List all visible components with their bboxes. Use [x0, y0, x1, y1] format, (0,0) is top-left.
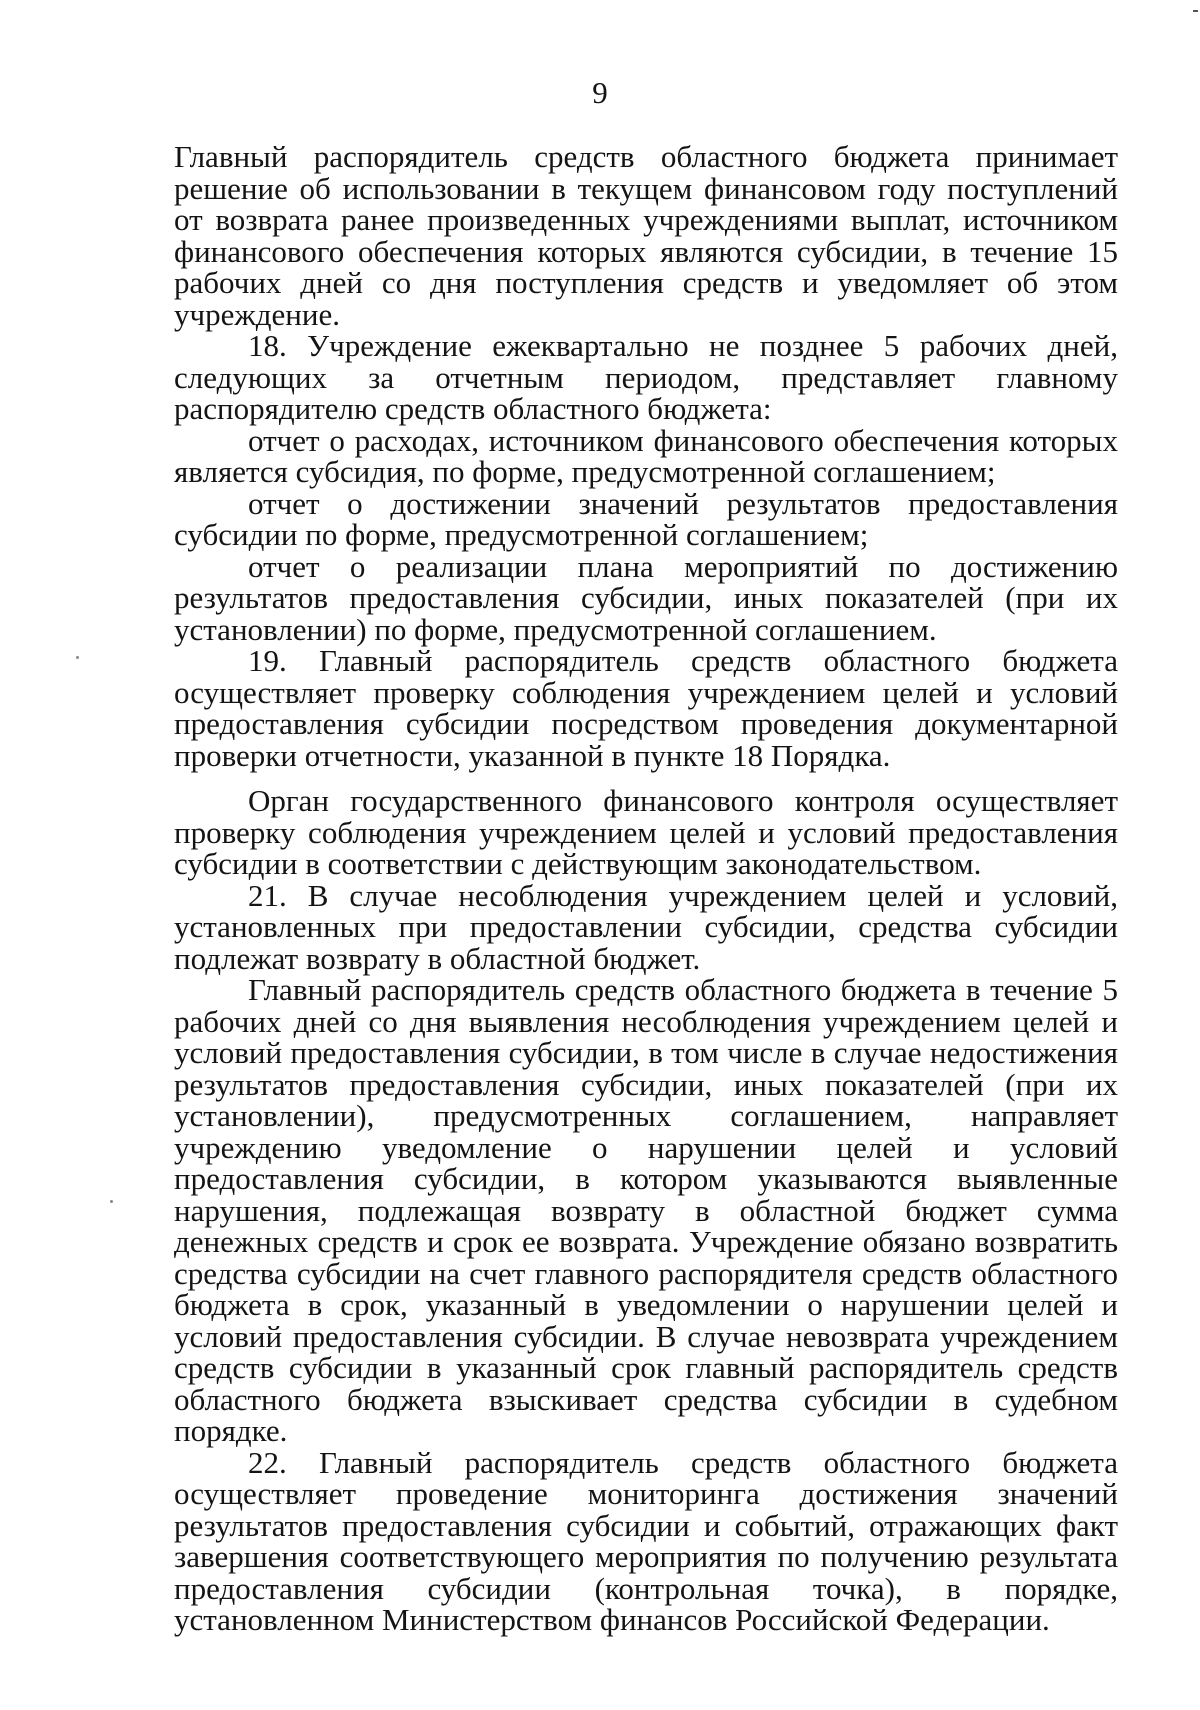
paragraph-financial-control: Орган государственного финансового контроля осуществляет проверку соблюдения учреждением целей и условий предоставления субсидии в соответствии с действующим законодательством.	[174, 783, 1118, 881]
paragraph-item-21: 21. В случае несоблюдения учреждением целей и условий, установленных при предоставлении субсидии, средства субсидии подлежат возврату в областной бюджет.	[174, 877, 1118, 976]
paragraph-results-report: отчет о достижении значений результатов предоставления субсидии по форме, предусмотренной соглашением;	[174, 485, 1118, 552]
paragraph-plan-report: отчет о реализации плана мероприятий по достижению результатов предоставления субсидии, иных показателей (при их установлении) по форме, предусмотренной соглашением.	[174, 548, 1118, 647]
paragraph-refund-procedure: Главный распорядитель средств областного бюджета в течение 5 рабочих дней со дня выявления несоблюдения учреждением целей и условий предоставления субсидии, в том числе в случае недостижения результатов предоставления субсидии, иных показателей (при их установлении), предусмотренных соглашением, направляет учреждению уведомление о нарушении целей и условий предоставления субсидии, в котором указываются выявленные нарушения, подлежащая возврату в областной бюджет сумма денежных средств и срок ее возврата. Учреждение обязано возвратить средства субсидии на счет главного распорядителя средств областного бюджета в срок, указанный в уведомлении о нарушении целей и условий предоставления субсидии. В случае невозврата учреждением средств субсидии в указанный срок главный распорядитель средств областного бюджета взыскивает средства субсидии в судебном порядке.	[174, 972, 1118, 1448]
scan-edge-mark	[1193, 10, 1198, 12]
paragraph-expense-report: отчет о расходах, источником финансового обеспечения которых является субсидия, по форме, предусмотренной соглашением;	[174, 422, 1118, 489]
document-body	[174, 141, 1118, 1636]
paragraph-item-22: 22. Главный распорядитель средств областного бюджета осуществляет проведение мониторинга достижения значений результатов предоставления субсидии и событий, отражающих факт завершения соответствующего мероприятия по получению результата предоставления субсидии (контрольная точка), в порядке, установленном Министерством финансов Российской Федерации.	[174, 1444, 1118, 1637]
scan-speck	[110, 1200, 113, 1203]
paragraph-item-18: 18. Учреждение ежеквартально не позднее 5 рабочих дней, следующих за отчетным периодом, представляет главному распорядителю средств областного бюджета:	[174, 328, 1118, 426]
page-number: 9	[592, 75, 608, 110]
paragraph-budget-decision: Главный распорядитель средств областного бюджета принимает решение об использовании в текущем финансовом году поступлений от возврата ранее произведенных учреждениями выплат, источником финансового обеспечения которых являются субсидии, в течение 15 рабочих дней со дня поступления средств и уведомляет об этом учреждение.	[174, 139, 1118, 332]
scan-speck	[76, 656, 79, 659]
paragraph-item-19: 19. Главный распорядитель средств областного бюджета осуществляет проверку соблюдения учреждением целей и условий предоставления субсидии посредством проведения документарной проверки отчетности, указанной в пункте 18 Порядка.	[174, 643, 1118, 773]
